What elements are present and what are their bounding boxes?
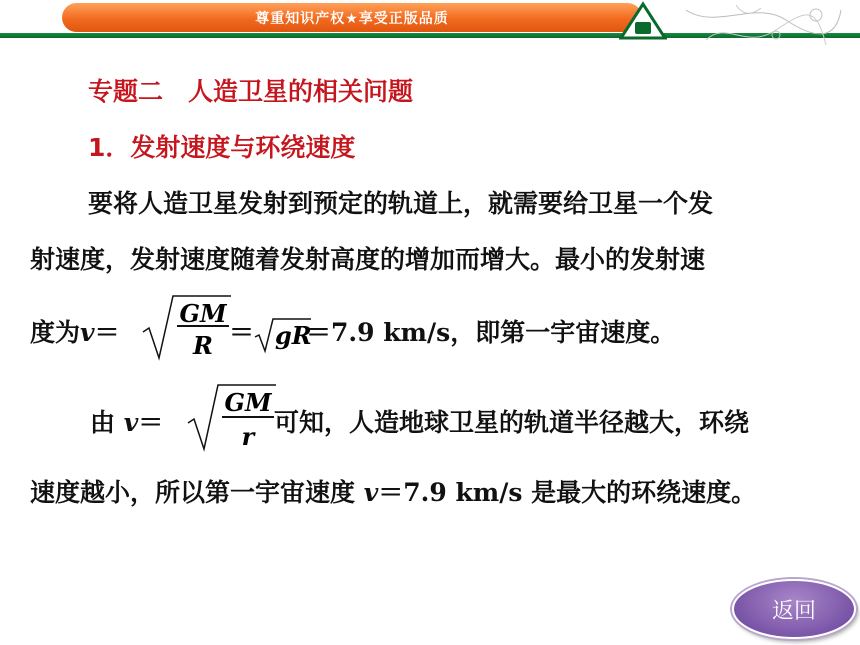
fraction-denominator-small-r: r [241, 422, 255, 451]
var-v-2: v [123, 408, 139, 437]
para2-line1-suffix: 可知，人造地球卫星的轨道半径越大，环绕 [274, 408, 750, 437]
top-banner [0, 0, 860, 40]
max-orbital-velocity-value: 7.9 km/s [403, 478, 523, 507]
para2-line2-suffix: 是最大的环绕速度。 [522, 478, 757, 507]
equals-sign-5: ＝ [378, 478, 404, 507]
para2-line1 [90, 403, 163, 439]
para1-line3-tail [306, 313, 675, 349]
para2-prefix: 由 [90, 408, 116, 437]
sqrt-gm-over-r-small-formula [186, 381, 276, 453]
section-title: 1．发射速度与环绕速度 [88, 133, 356, 162]
logo-a-icon [619, 0, 667, 40]
equals-sign: ＝ [94, 318, 120, 347]
para1-line3-prefix: 度为 [30, 318, 81, 347]
floral-decoration-icon [666, 0, 846, 60]
fraction-numerator-gm: GM [179, 299, 227, 328]
para1-line3-rest [229, 313, 254, 349]
fraction-denominator-r: R [193, 331, 213, 360]
para1-line3-suffix: ，即第一宇宙速度。 [450, 318, 676, 347]
banner-slogan: 尊重知识产权★享受正版品质 [62, 3, 642, 32]
topic-title: 专题二 人造卫星的相关问题 [88, 77, 414, 106]
para2-line2 [30, 473, 756, 509]
para1-line1: 要将人造卫星发射到预定的轨道上，就需要给卫星一个发 [88, 189, 714, 218]
first-cosmic-velocity-value: 7.9 km/s [331, 318, 451, 347]
var-v: v [80, 318, 95, 347]
equals-sign-4: ＝ [138, 408, 164, 437]
fraction-numerator-gm-2: GM [224, 388, 272, 417]
radicand-gr: gR [275, 321, 312, 350]
equals-sign-3: ＝ [306, 318, 332, 347]
equals-sign-2: ＝ [229, 318, 255, 347]
para1-line3 [30, 313, 120, 383]
para2-line2-prefix: 速度越小，所以第一宇宙速度 [30, 478, 356, 507]
sqrt-gm-over-r-formula [141, 292, 231, 362]
sqrt-gr-formula [253, 315, 313, 355]
var-v-3: v [363, 478, 379, 507]
back-button[interactable]: 返回 [732, 579, 856, 639]
para1-line2: 射速度，发射速度随着发射高度的增加而增大。最小的发射速 [30, 245, 706, 274]
